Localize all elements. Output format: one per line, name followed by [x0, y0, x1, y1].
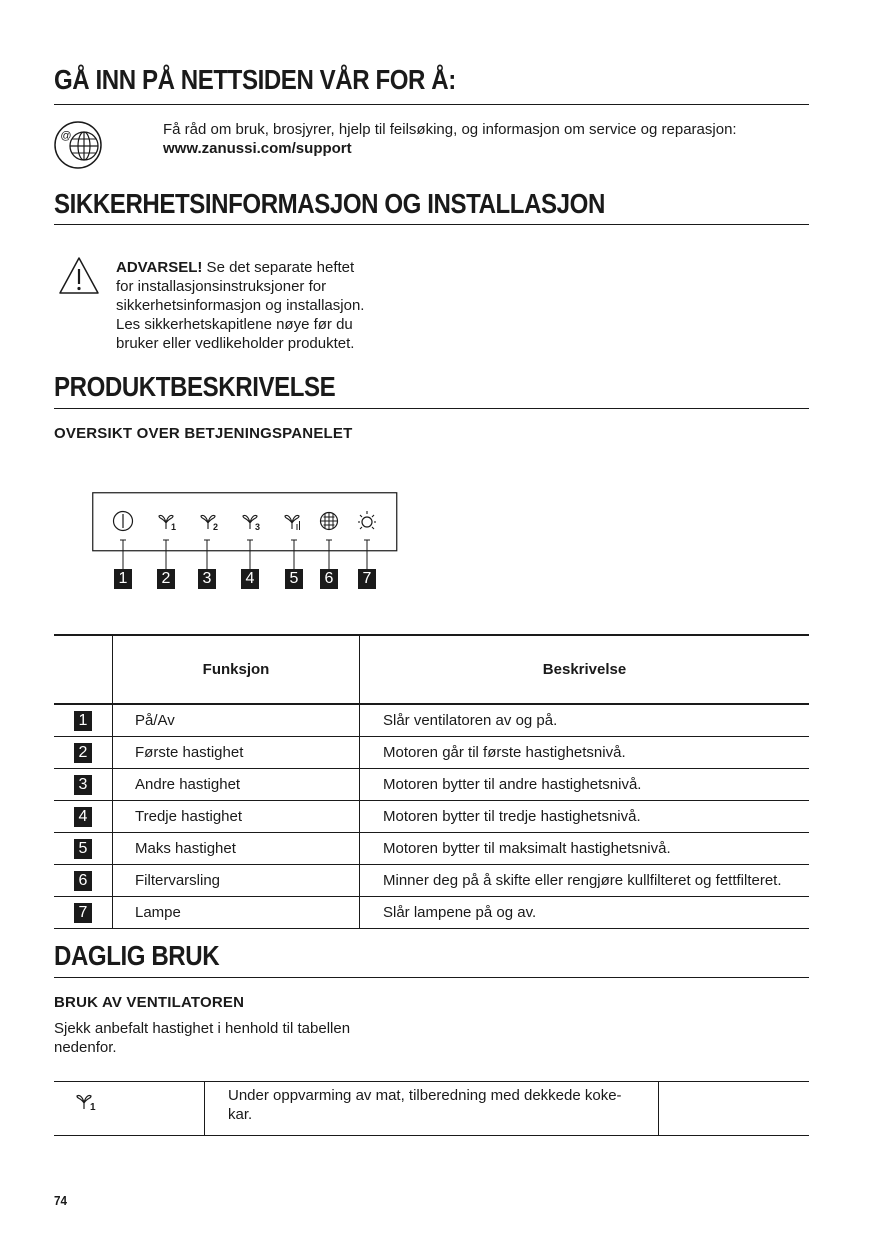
table-row — [54, 704, 809, 737]
panel-number-box: 1 — [114, 569, 132, 589]
fan-max-icon — [285, 515, 300, 530]
row-number-box: 5 — [74, 839, 92, 859]
row-function: Lampe — [113, 897, 360, 929]
table-row — [54, 801, 809, 833]
table-header-num — [54, 635, 113, 704]
power-icon — [114, 512, 133, 531]
heading-safety: SIKKERHETSINFORMASJON OG INSTALLASJON — [54, 188, 605, 219]
leader-lines — [120, 540, 370, 569]
table-row — [54, 897, 809, 929]
row-function: Andre hastighet — [113, 769, 360, 801]
row-function: På/Av — [113, 704, 360, 737]
intro-line: Sjekk anbefalt hastighet i henhold til tabellen — [54, 1020, 351, 1037]
row-number-box: 6 — [74, 871, 92, 891]
table-row — [54, 865, 809, 897]
row-description: Minner deg på å skifte eller rengjøre kullfilteret og fettfilteret. — [360, 865, 810, 897]
globe-at-icon — [53, 120, 103, 170]
warning-label: ADVARSEL! — [116, 259, 203, 276]
table-header-function: Funksjon — [113, 635, 360, 704]
usage-line: kar. — [228, 1106, 253, 1123]
panel-number-box: 2 — [157, 569, 175, 589]
control-panel-frame — [93, 493, 397, 551]
fan-speed-3-icon — [243, 515, 260, 532]
divider — [54, 977, 809, 978]
row-function: Maks hastighet — [113, 833, 360, 865]
row-number-box: 3 — [74, 775, 92, 795]
row-number-box: 1 — [74, 711, 92, 731]
page-number: 74 — [54, 1193, 68, 1208]
heading-daily-use: DAGLIG BRUK — [54, 940, 220, 971]
row-description: Slår lampene på og av. — [360, 897, 810, 929]
panel-number-box: 7 — [358, 569, 376, 589]
warning-line: sikkerhetsinformasjon og installasjon. — [116, 297, 365, 314]
function-table — [54, 634, 809, 929]
panel-number-box: 3 — [198, 569, 216, 589]
warning-line: Se det separate heftet — [202, 259, 355, 276]
table-row — [54, 1082, 809, 1136]
intro-line: nedenfor. — [54, 1039, 117, 1056]
heading-visit-website: GÅ INN PÅ NETTSIDEN VÅR FOR Å: — [54, 64, 456, 95]
subheading-fan-use: BRUK AV VENTILATOREN — [54, 994, 245, 1011]
row-function: Tredje hastighet — [113, 801, 360, 833]
row-number-box: 4 — [74, 807, 92, 827]
usage-extra — [659, 1082, 810, 1136]
svg-text:@: @ — [60, 130, 72, 142]
fan-speed-1-icon — [159, 515, 176, 532]
warning-line: for installasjonsinstruksjoner for — [116, 278, 327, 295]
speed-usage-table — [54, 1081, 809, 1136]
heading-product-description: PRODUKTBESKRIVELSE — [54, 371, 336, 402]
warning-text — [116, 258, 416, 353]
row-description: Motoren bytter til tredje hastighetsnivå. — [360, 801, 810, 833]
row-description: Motoren bytter til maksimalt hastighetsnivå. — [360, 833, 810, 865]
warning-line: Les sikkerhetskapitlene nøye før du — [116, 316, 353, 333]
web-info-text: Få råd om bruk, brosjyrer, hjelp til feilsøking, og informasjon om service og reparasjon: — [163, 121, 737, 138]
table-header-row — [54, 635, 809, 704]
filter-grid-icon — [321, 513, 338, 530]
subheading-control-panel: OVERSIKT OVER BETJENINGSPANELET — [54, 425, 353, 442]
fan-speed-subscript: 3 — [255, 522, 261, 532]
fan-speed-subscript: 1 — [90, 1102, 96, 1113]
warning-triangle-icon — [58, 256, 100, 296]
row-function: Første hastighet — [113, 737, 360, 769]
fan-speed-1-icon — [76, 1092, 116, 1122]
divider — [54, 104, 809, 105]
row-description: Motoren går til første hastighetsnivå. — [360, 737, 810, 769]
usage-line: Under oppvarming av mat, tilberedning med dekkede koke- — [228, 1087, 622, 1104]
fan-speed-2-icon — [201, 515, 218, 532]
divider — [54, 408, 809, 409]
lamp-icon — [358, 511, 376, 529]
row-number-box: 2 — [74, 743, 92, 763]
fan-speed-subscript: 2 — [213, 522, 219, 532]
divider — [54, 224, 809, 225]
table-row — [54, 833, 809, 865]
fan-speed-subscript: 1 — [171, 522, 177, 532]
table-row — [54, 737, 809, 769]
fan-use-intro — [54, 1019, 394, 1057]
panel-number-box: 5 — [285, 569, 303, 589]
table-row — [54, 769, 809, 801]
row-description: Slår ventilatoren av og på. — [360, 704, 810, 737]
panel-number-box: 6 — [320, 569, 338, 589]
row-description: Motoren bytter til andre hastighetsnivå. — [360, 769, 810, 801]
table-header-description: Beskrivelse — [360, 635, 810, 704]
panel-number-box: 4 — [241, 569, 259, 589]
support-link[interactable]: www.zanussi.com/support — [163, 140, 352, 157]
warning-line: bruker eller vedlikeholder produktet. — [116, 335, 355, 352]
row-function: Filtervarsling — [113, 865, 360, 897]
row-number-box: 7 — [74, 903, 92, 923]
